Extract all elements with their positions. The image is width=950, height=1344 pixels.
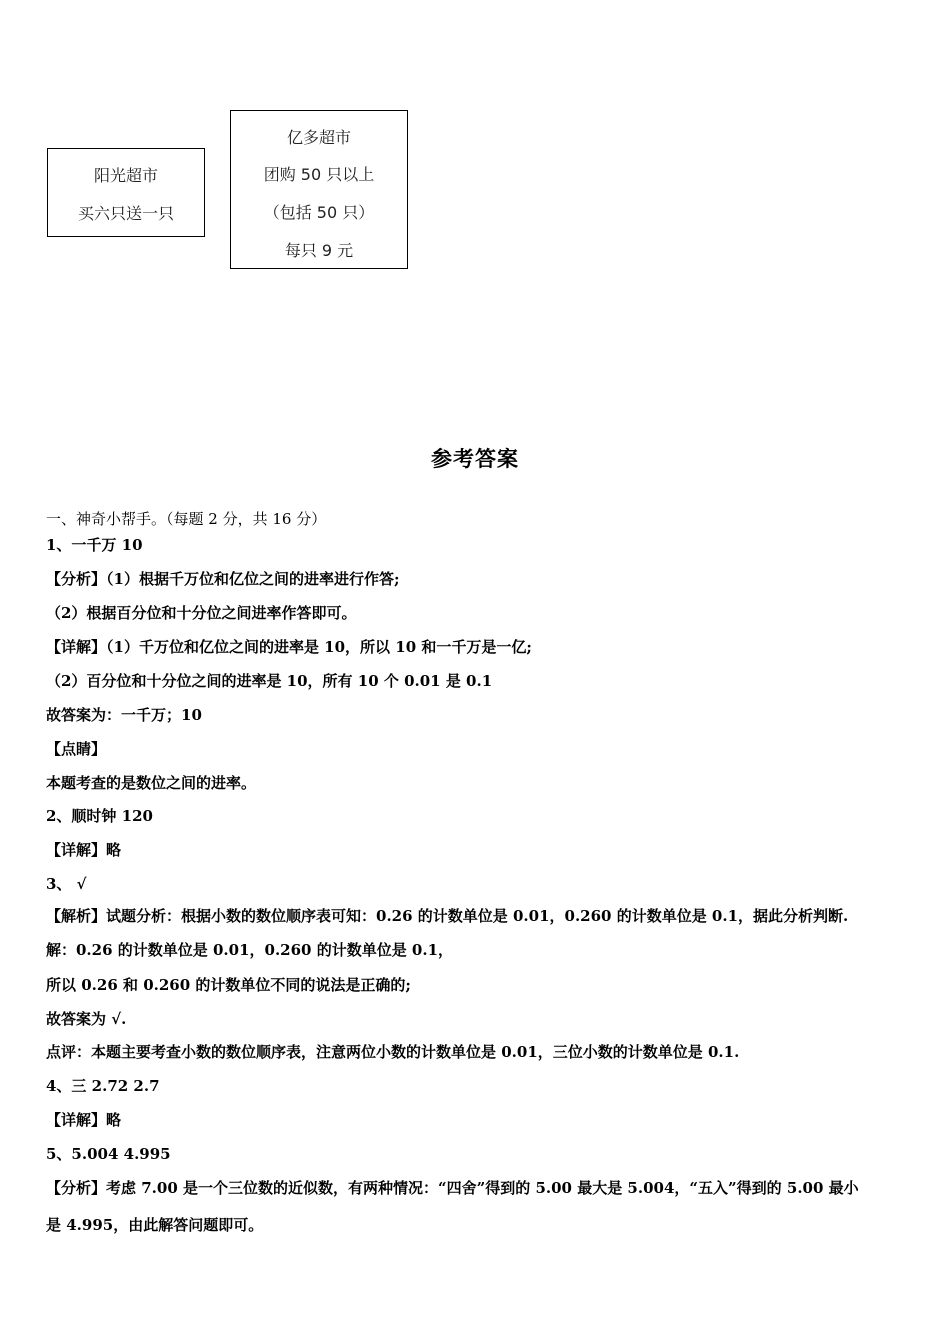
answer-line: 4、三 2.72 2.7 <box>46 1077 160 1095</box>
answer-line: 【详解】略 <box>46 1111 122 1129</box>
answer-line: 【详解】略 <box>46 841 122 859</box>
section-heading: 一、神奇小帮手。（每题 2 分，共 16 分） <box>46 510 327 528</box>
answer-line: （2）百分位和十分位之间的进率是 10，所有 10 个 0.01 是 0.1 <box>46 672 493 690</box>
answer-line: 解：0.26 的计数单位是 0.01，0.260 的计数单位是 0.1， <box>46 941 454 959</box>
answer-line: （2）根据百分位和十分位之间进率作答即可。 <box>46 604 357 622</box>
box2-line3: 每只 9 元 <box>284 241 354 260</box>
answer-line: 2、顺时钟 120 <box>46 807 153 825</box>
box1-store-name: 阳光超市 <box>93 166 158 185</box>
answer-line: 1、一千万 10 <box>46 536 143 554</box>
answer-line: 5、5.004 4.995 <box>46 1145 171 1163</box>
box2-line1: 团购 50 只以上 <box>263 165 375 184</box>
answer-line: 【详解】（1）千万位和亿位之间的进率是 10，所以 10 和一千万是一亿; <box>46 638 532 656</box>
answer-line: 3、 √ <box>46 875 87 893</box>
answer-line: 【分析】（1）根据千万位和亿位之间的进率进行作答; <box>46 570 400 588</box>
answer-line: 故答案为 √. <box>46 1010 127 1028</box>
yiduo-supermarket-box <box>230 110 408 269</box>
answer-line: 【分析】考虑 7.00 是一个三位数的近似数，有两种情况：“四舍”得到的 5.00 最大是 5.004，“五入”得到的 5.00 最小 <box>46 1179 859 1197</box>
box1-offer: 买六只送一只 <box>77 204 174 223</box>
answer-line: 点评：本题主要考查小数的数位顺序表，注意两位小数的计数单位是 0.01，三位小数的计数单位是 0.1. <box>46 1043 740 1061</box>
answer-line: 故答案为：一千万；10 <box>46 706 202 724</box>
answer-line: 所以 0.26 和 0.260 的计数单位不同的说法是正确的; <box>46 976 411 994</box>
answers-title: 参考答案 <box>431 447 519 471</box>
answer-line: 是 4.995，由此解答问题即可。 <box>46 1216 264 1234</box>
sunshine-supermarket-box <box>47 148 205 237</box>
answer-line: 【解析】试题分析：根据小数的数位顺序表可知：0.26 的计数单位是 0.01，0.260 的计数单位是 0.1，据此分析判断. <box>46 907 849 925</box>
box2-store-name: 亿多超市 <box>286 128 351 147</box>
answer-line: 【点睛】 <box>46 740 107 758</box>
answer-line: 本题考查的是数位之间的进率。 <box>46 774 257 792</box>
box2-line2: （包括 50 只） <box>263 203 375 222</box>
